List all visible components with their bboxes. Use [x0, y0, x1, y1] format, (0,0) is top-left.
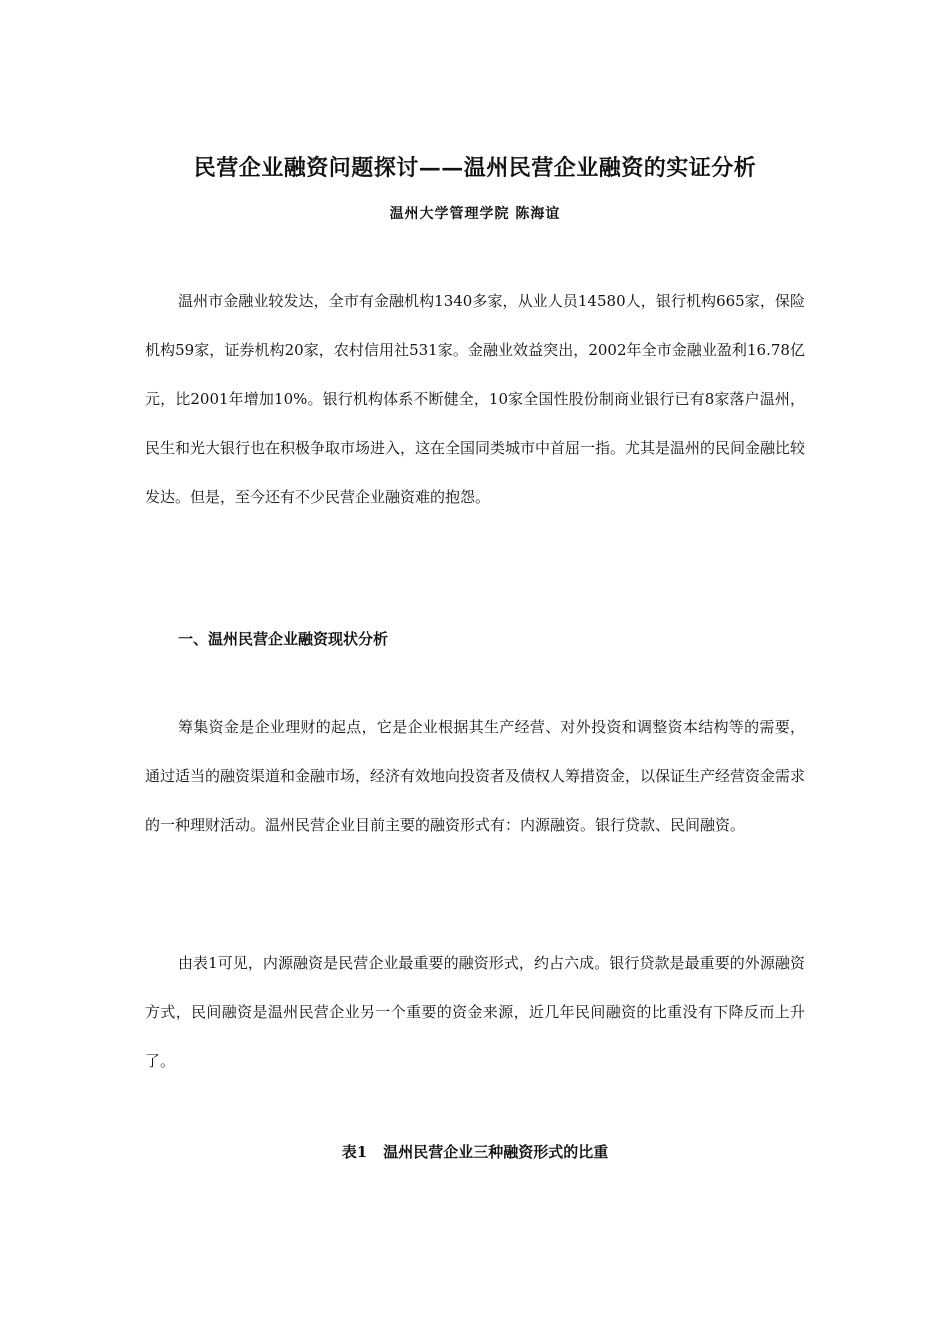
- document-title: 民营企业融资问题探讨——温州民营企业融资的实证分析: [193, 154, 757, 181]
- section-heading: 一、温州民营企业融资现状分析: [178, 630, 389, 648]
- table-caption: [0, 1139, 950, 1165]
- table-caption-label: 表1: [341, 1143, 368, 1161]
- table-discussion-paragraph: 由表1可见，内源融资是民营企业最重要的融资形式，约占六成。银行贷款是最重要的外源融资方式，民间融资是温州民营企业另一个重要的资金来源，近几年民间融资的比重没有下降反而上升了。: [145, 954, 805, 1070]
- table-caption-text: 温州民营企业三种融资形式的比重: [383, 1143, 609, 1161]
- financing-forms-paragraph: 筹集资金是企业理财的起点，它是企业根据其生产经营、对外投资和调整资本结构等的需要，通过适当的融资渠道和金融市场，经济有效地向投资者及债权人筹措资金，以保证生产经营资金需求的一种理财活动。温州民营企业目前主要的融资形式有：内源融资。银行贷款、民间融资。: [145, 718, 806, 834]
- author-line: 温州大学管理学院 陈海谊: [389, 206, 561, 222]
- intro-paragraph: 温州市金融业较发达，全市有金融机构1340多家，从业人员14580人，银行机构665家，保险机构59家，证券机构20家，农村信用社531家。金融业效益突出，2002年全市金融业盈利16.78亿元，比2001年增加10%。银行机构体系不断健全，10家全国性股份制商业银行已有8家落户温州，民生和光大银行也在积极争取市场进入，这在全国同类城市中首屈一指。尤其是温州的民间金融比较发达。但是，至今还有不少民营企业融资难的抱怨。: [145, 292, 806, 506]
